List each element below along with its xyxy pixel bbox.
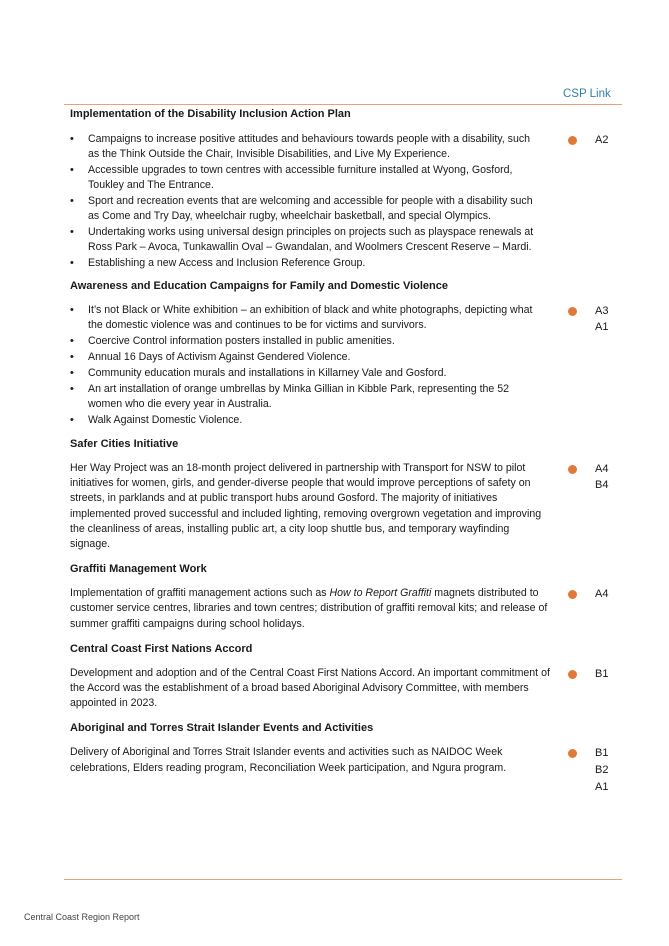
bottom-divider	[64, 879, 622, 880]
page-footer: Central Coast Region Report	[24, 912, 140, 922]
list-item: • Annual 16 Days of Activism Against Gendered Violence.	[70, 350, 540, 365]
list-item: • Undertaking works using universal design principles on projects such as playspace renewals at Ross Park – Avoca, Tunkawallin Oval – Gwandalan, and Woolmers Crescent Reserve – Mardi.	[70, 225, 540, 255]
section-title: Safer Cities Initiative	[70, 438, 179, 450]
csp-code: A4	[595, 463, 609, 475]
csp-code: B1	[595, 667, 609, 680]
csp-code: B1	[595, 747, 609, 760]
list-item: • Establishing a new Access and Inclusion Reference Group.	[70, 256, 540, 271]
section-first-nations-accord	[70, 641, 622, 712]
section-body	[70, 461, 622, 552]
section-title: Central Coast First Nations Accord	[70, 642, 253, 655]
section-title: Awareness and Education Campaigns for Family and Domestic Violence	[70, 280, 448, 292]
paragraph-text: magnets distributed to customer service centres, libraries and town centres; distribution of graffiti removal kits; and release of summer graffiti campaigns during school holidays.	[70, 587, 548, 630]
section-aboriginal-events	[70, 720, 622, 794]
csp-code: A2	[595, 134, 609, 146]
section-body	[70, 745, 622, 794]
section-safer-cities	[70, 436, 622, 552]
section-paragraph: Delivery of Aboriginal and Torres Strait Islander events and activities such as NAIDOC Week celebrations, Elders reading program, Reconciliation Week participation, and Ngura program.	[70, 746, 507, 774]
list-item: • It’s not Black or White exhibition – an exhibition of black and white photographs, depicting what the domestic violence was and continues to be for victims and survivors.	[70, 303, 540, 333]
section-title: Implementation of the Disability Inclusion Action Plan	[70, 108, 351, 120]
section-domestic-violence	[70, 278, 622, 428]
section-body	[70, 586, 622, 632]
csp-link-heading: CSP Link	[563, 88, 611, 100]
csp-codes	[595, 586, 608, 602]
csp-codes	[595, 303, 608, 335]
bullet-list	[70, 132, 540, 271]
csp-codes	[595, 132, 608, 148]
list-item: • Sport and recreation events that are welcoming and accessible for people with a disability such as Come and Try Day, wheelchair rugby, wheelchair basketball, and special Olympics.	[70, 194, 540, 224]
status-dot-icon	[568, 749, 577, 758]
status-dot-icon	[568, 465, 577, 474]
status-dot-icon	[568, 590, 577, 599]
section-paragraph	[70, 586, 552, 632]
csp-code: B2	[595, 764, 609, 777]
section-body	[70, 303, 622, 428]
top-divider	[64, 104, 622, 105]
csp-codes	[595, 666, 608, 682]
csp-code: A4	[595, 588, 609, 601]
csp-code: A3	[595, 305, 609, 317]
section-paragraph: Her Way Project was an 18-month project delivered in partnership with Transport for NSW to pilot initiatives for women, girls, and gender-diverse people that would improve perceptions of safety on streets, in parklands and at public transport hubs around Gosford. The majority of initiatives implemented proved successful and included lighting, removing overgrown vegetation and improving the cleanliness of areas, installing public art, a city loop shuttle bus, and temporary wayfinding signage.	[70, 462, 542, 551]
status-dot-icon	[568, 136, 577, 145]
csp-codes	[595, 745, 608, 796]
section-paragraph: Development and adoption and of the Central Coast First Nations Accord. An important commitment of the Accord was the establishment of a broad based Aboriginal Advisory Committee, with members appointed in 2023.	[70, 666, 550, 710]
csp-codes	[595, 461, 608, 493]
list-item: • Community education murals and installations in Killarney Vale and Gosford.	[70, 366, 540, 381]
csp-code: A1	[595, 321, 609, 333]
list-item: • Accessible upgrades to town centres with accessible furniture installed at Wyong, Gosford, Toukley and The Entrance.	[70, 163, 540, 193]
bullet-list	[70, 303, 540, 428]
list-item: • Walk Against Domestic Violence.	[70, 413, 540, 428]
section-body	[70, 132, 622, 271]
section-disability-inclusion	[70, 106, 622, 271]
status-dot-icon	[568, 307, 577, 316]
csp-code: A1	[595, 781, 609, 794]
csp-code: B4	[595, 479, 609, 491]
paragraph-text: Implementation of graffiti management actions such as	[70, 587, 330, 600]
paragraph-emphasis: How to Report Graffiti	[329, 587, 432, 600]
list-item: • Campaigns to increase positive attitudes and behaviours towards people with a disability, such as the Think Outside the Chair, Invisible Disabilities, and Live My Experience.	[70, 132, 540, 162]
status-dot-icon	[568, 670, 577, 679]
list-item: • Coercive Control information posters installed in public amenities.	[70, 334, 540, 349]
section-title: Aboriginal and Torres Strait Islander Events and Activities	[70, 722, 374, 735]
list-item: • An art installation of orange umbrellas by Minka Gillian in Kibble Park, representing the 52 women who die every year in Australia.	[70, 382, 540, 412]
content-area	[70, 106, 622, 794]
section-body	[70, 666, 622, 712]
section-graffiti	[70, 561, 622, 632]
section-title: Graffiti Management Work	[70, 563, 207, 576]
